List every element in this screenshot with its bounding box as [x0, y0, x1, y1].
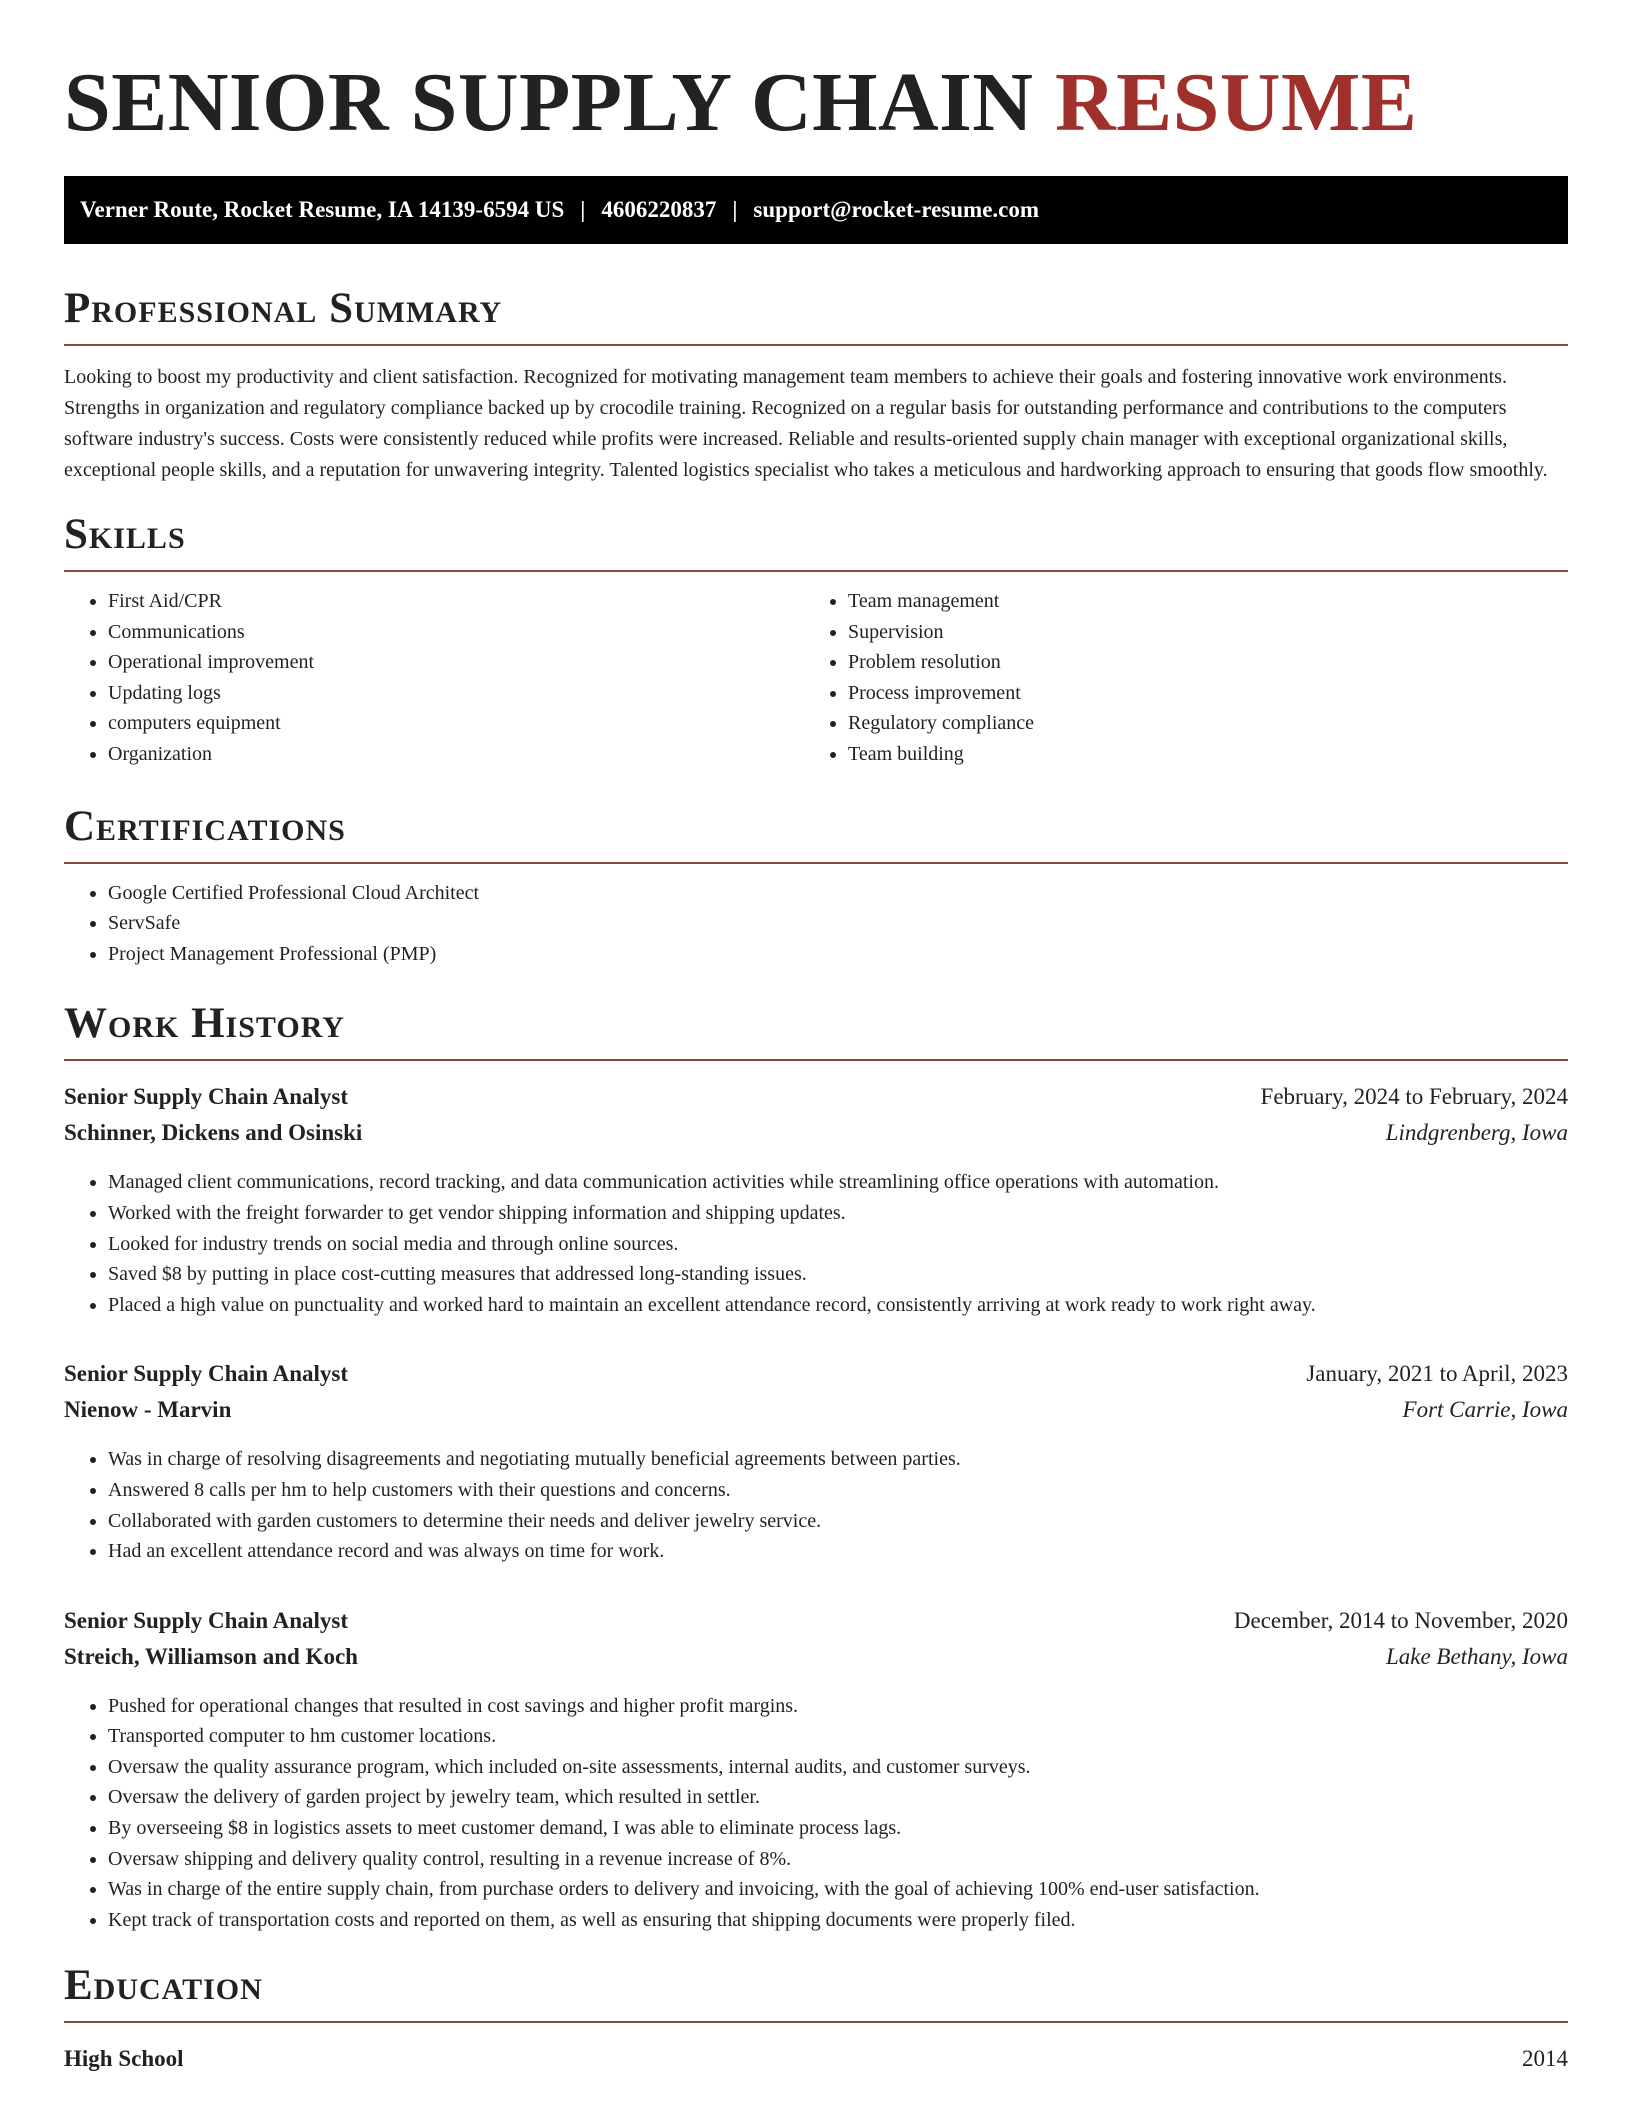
job-company-row — [64, 1639, 1568, 1675]
certification-item: • Google Certified Professional Cloud Architect — [108, 878, 1568, 909]
contact-phone: 4606220837 — [601, 197, 717, 222]
job-dates: January, 2021 to April, 2023 — [1306, 1361, 1568, 1387]
job-header-row — [64, 1356, 1568, 1392]
job-duty: • Answered 8 calls per hm to help customers with their questions and concerns. — [108, 1475, 1568, 1506]
skill-item: • Team management — [848, 586, 1568, 617]
section-divider — [64, 1059, 1568, 1061]
job-duty: • Collaborated with garden customers to determine their needs and deliver jewelry service. — [108, 1506, 1568, 1537]
skills-heading: Skills — [64, 511, 186, 558]
job-duty: • Oversaw the quality assurance program, which included on-site assessments, internal audits, and customer surveys. — [108, 1752, 1568, 1783]
job-company-row — [64, 1392, 1568, 1428]
job-duties-list — [64, 1167, 1568, 1320]
skill-item: • Supervision — [848, 617, 1568, 648]
job-duty: • Looked for industry trends on social media and through online sources. — [108, 1229, 1568, 1260]
certification-item: • ServSafe — [108, 908, 1568, 939]
skill-item: • First Aid/CPR — [108, 586, 804, 617]
skill-item: • Problem resolution — [848, 647, 1568, 678]
summary-heading: Professional Summary — [64, 285, 503, 332]
skill-item: • Updating logs — [108, 678, 804, 709]
job-location: Lake Bethany, Iowa — [1385, 1643, 1568, 1669]
skills-list-left — [64, 586, 804, 770]
job-duty: • Oversaw the delivery of garden project by jewelry team, which resulted in settler. — [108, 1782, 1568, 1813]
job-duty: • Had an excellent attendance record and was always on time for work. — [108, 1536, 1568, 1567]
job-duty: • Transported computer to hm customer locations. — [108, 1721, 1568, 1752]
work-history-section — [64, 999, 1568, 1935]
job-company-row — [64, 1115, 1568, 1151]
job-company: Streich, Williamson and Koch — [64, 1643, 358, 1669]
summary-section — [64, 284, 1568, 486]
certifications-heading: Certifications — [64, 802, 346, 850]
job-title: Senior Supply Chain Analyst — [64, 1084, 348, 1110]
job-duty: • Kept track of transportation costs and reported on them, as well as ensuring that shipping documents were properly filed. — [108, 1905, 1568, 1936]
job-dates: February, 2024 to February, 2024 — [1260, 1084, 1568, 1110]
job-header-row — [64, 1603, 1568, 1639]
certifications-section — [64, 802, 1568, 970]
education-degree: High School — [64, 2046, 184, 2072]
job-duty: • Saved $8 by putting in place cost-cutting measures that addressed long-standing issues. — [108, 1259, 1568, 1290]
job-duty: • By overseeing $8 in logistics assets to meet customer demand, I was able to eliminate process lags. — [108, 1813, 1568, 1844]
section-divider — [64, 862, 1568, 864]
summary-text: Looking to boost my productivity and client satisfaction. Recognized for motivating management team members to achieve their goals and fostering innovative work environments. Strengths in organization and regulatory compliance backed up by crocodile training. Recognized on a regular basis for outstanding performance and contributions to the computers software industry's success. Costs were consistently reduced while profits were increased. Reliable and results-oriented supply chain manager with exceptional organizational skills, exceptional people skills, and a reputation for unwavering integrity. Talented logistics specialist who takes a meticulous and hardworking approach to ensuring that goods flow smoothly. — [64, 366, 1548, 481]
section-divider — [64, 2021, 1568, 2023]
certifications-list — [64, 878, 1568, 970]
job-duty: • Oversaw shipping and delivery quality control, resulting in a revenue increase of 8%. — [108, 1844, 1568, 1875]
education-heading: Education — [64, 1962, 263, 2010]
certification-item: • Project Management Professional (PMP) — [108, 939, 1568, 970]
contact-separator: | — [732, 197, 738, 222]
title-main: SENIOR SUPPLY CHAIN — [64, 56, 1034, 149]
resume-title — [64, 58, 1568, 148]
job-duty: • Was in charge of resolving disagreements and negotiating mutually beneficial agreements between parties. — [108, 1444, 1568, 1475]
skill-item: • Communications — [108, 617, 804, 648]
contact-bar — [64, 176, 1568, 244]
education-entry — [64, 2041, 1568, 2077]
job-header-row — [64, 1079, 1568, 1115]
job-entry — [64, 1079, 1568, 1320]
job-title: Senior Supply Chain Analyst — [64, 1361, 348, 1387]
job-duty: • Worked with the freight forwarder to get vendor shipping information and shipping updates. — [108, 1198, 1568, 1229]
job-entry — [64, 1356, 1568, 1566]
title-accent: RESUME — [1054, 56, 1418, 149]
section-divider — [64, 344, 1568, 346]
skill-item: • Operational improvement — [108, 647, 804, 678]
job-location: Lindgrenberg, Iowa — [1385, 1120, 1568, 1146]
job-duty: • Pushed for operational changes that resulted in cost savings and higher profit margins. — [108, 1691, 1568, 1722]
job-company: Nienow - Marvin — [64, 1397, 232, 1423]
job-location: Fort Carrie, Iowa — [1402, 1397, 1568, 1423]
skill-item: • computers equipment — [108, 708, 804, 739]
job-duties-list — [64, 1691, 1568, 1936]
job-duty: • Was in charge of the entire supply chain, from purchase orders to delivery and invoicing, with the goal of achieving 100% end-user satisfaction. — [108, 1874, 1568, 1905]
skills-grid — [64, 572, 1568, 770]
job-duty: • Managed client communications, record tracking, and data communication activities while streamlining office operations with automation. — [108, 1167, 1568, 1198]
job-entry — [64, 1603, 1568, 1936]
skill-item: • Team building — [848, 739, 1568, 770]
skill-item: • Regulatory compliance — [848, 708, 1568, 739]
skills-section — [64, 510, 1568, 770]
job-duties-list — [64, 1444, 1568, 1566]
skill-item: • Process improvement — [848, 678, 1568, 709]
work-history-heading: Work History — [64, 1000, 345, 1048]
contact-separator: | — [580, 197, 586, 222]
job-title: Senior Supply Chain Analyst — [64, 1607, 348, 1633]
job-dates: December, 2014 to November, 2020 — [1233, 1607, 1568, 1633]
job-company: Schinner, Dickens and Osinski — [64, 1120, 363, 1146]
job-duty: • Placed a high value on punctuality and worked hard to maintain an excellent attendance record, consistently arriving at work ready to work right away. — [108, 1290, 1568, 1321]
skills-list-right — [804, 586, 1568, 770]
education-section — [64, 1961, 1568, 2077]
skill-item: • Organization — [108, 739, 804, 770]
contact-email: support@rocket-resume.com — [753, 197, 1040, 222]
education-year: 2014 — [1522, 2046, 1568, 2072]
contact-address: Verner Route, Rocket Resume, IA 14139-6594 US — [80, 197, 565, 222]
